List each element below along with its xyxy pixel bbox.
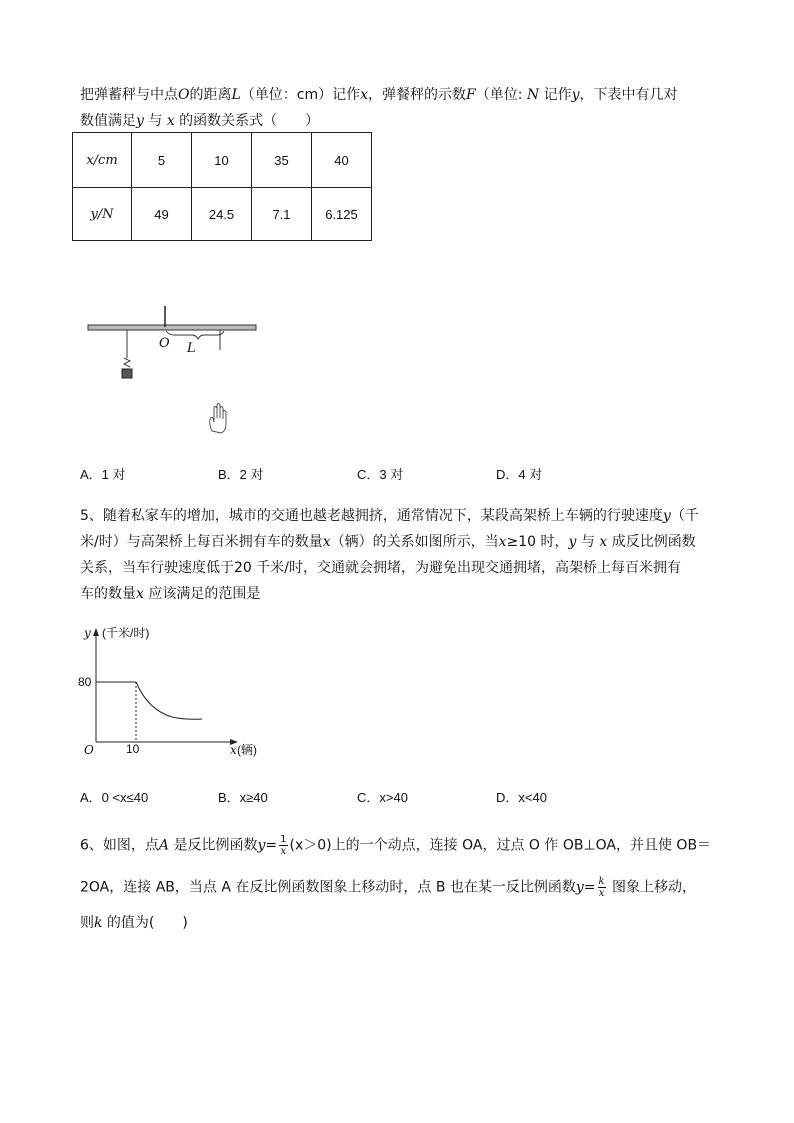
fraction-one-over-x: $\frac{1}{x}$	[280, 834, 287, 857]
var-o: O	[178, 87, 190, 103]
q4-value-table	[72, 132, 372, 241]
table-cell: 7.1	[252, 188, 312, 241]
x-axis-unit: (辆)	[237, 743, 257, 757]
var-n: N	[526, 87, 540, 103]
x-tick-10: 10	[126, 742, 140, 756]
length-l-label: L	[187, 341, 196, 356]
var-y: y	[571, 87, 580, 103]
q6-stem-line-1: 6、如图，点A 是反比例函数y= $\frac{1}{x}$ (x＞0)上的一个动点，连接 OA，过点 O 作 OB⊥OA，并且使 OB＝	[80, 834, 712, 857]
q5-stem-line-1: 5、随着私家车的增加，城市的交通也越老越拥挤，通常情况下，某段高架桥上车辆的行驶速度y（千	[80, 508, 699, 524]
y-axis-arrow	[93, 628, 99, 636]
q5-stem-line-2: 米/时）与高架桥上每百米拥有车的数量x（辆）的关系如图所示，当x≥10 时，y 与 x 成反比例函数	[80, 534, 696, 550]
distance-brace	[166, 331, 224, 339]
table-cell: 5	[132, 133, 192, 188]
table-cell: 10	[192, 133, 252, 188]
table-cell: 40	[312, 133, 372, 188]
table-cell: 24.5	[192, 188, 252, 241]
table-header-x: x/cm	[73, 133, 132, 188]
q4-option-b[interactable]: B．2 对	[218, 467, 264, 482]
y-axis-unit: (千米/时)	[102, 626, 150, 640]
lever-bar	[88, 325, 256, 330]
q6-stem-line-3: 则k 的值为( )	[80, 915, 188, 931]
q4-stem-line-1: 把弹蓄秤与中点O的距离L（单位：cm）记作x，弹餐秤的示数F（单位: N 记作y，下表中有几对	[80, 87, 678, 103]
table-cell: 6.125	[312, 188, 372, 241]
q5-option-c[interactable]: C．x>40	[357, 790, 408, 805]
table-row	[73, 188, 372, 241]
var-f: F	[466, 87, 476, 103]
var-l: L	[231, 87, 241, 103]
y-axis-var: y	[84, 626, 91, 640]
q4-stem-line-2: 数值满足y 与 x 的函数关系式（ ）	[80, 113, 320, 129]
q5-option-d[interactable]: D．x<40	[496, 790, 547, 805]
table-cell: 49	[132, 188, 192, 241]
q5-stem-line-3: 关系，当车行驶速度低于20 千米/时，交通就会拥堵，为避免出现交通拥堵，高架桥上每百米拥有	[80, 560, 681, 576]
q5-option-b[interactable]: B．x≥40	[218, 790, 268, 805]
hand-icon	[210, 404, 226, 434]
q5-option-a[interactable]: A．0 <x≤40	[80, 790, 149, 805]
x-axis-var: x	[230, 743, 237, 757]
y-tick-80: 80	[78, 675, 92, 689]
table-header-y: y/N	[73, 188, 132, 241]
fraction-k-over-x: $\frac{k}{x}$	[598, 876, 605, 899]
q4-option-d[interactable]: D．4 对	[496, 467, 543, 482]
q4-option-a[interactable]: A．1 对	[80, 467, 126, 482]
q5-stem-line-4: 车的数量x 应该满足的范围是	[80, 586, 261, 602]
point-o-label: O	[159, 336, 170, 351]
table-row	[73, 133, 372, 188]
q4-option-c[interactable]: C．3 对	[357, 467, 404, 482]
weight-block	[122, 369, 132, 378]
q6-stem-line-2: 2OA，连接 AB，当点 A 在反比例函数图象上移动时，点 B 也在某一反比例函数y= $\frac{k}{x}$ 图象上移动，	[80, 876, 697, 899]
origin-label: O	[84, 743, 94, 757]
var-x: x	[360, 87, 369, 103]
weight-hook	[124, 358, 130, 367]
inverse-curve	[136, 682, 202, 719]
table-cell: 35	[252, 133, 312, 188]
q5-speed-graph	[76, 620, 276, 765]
q4-lever-figure	[80, 300, 270, 440]
